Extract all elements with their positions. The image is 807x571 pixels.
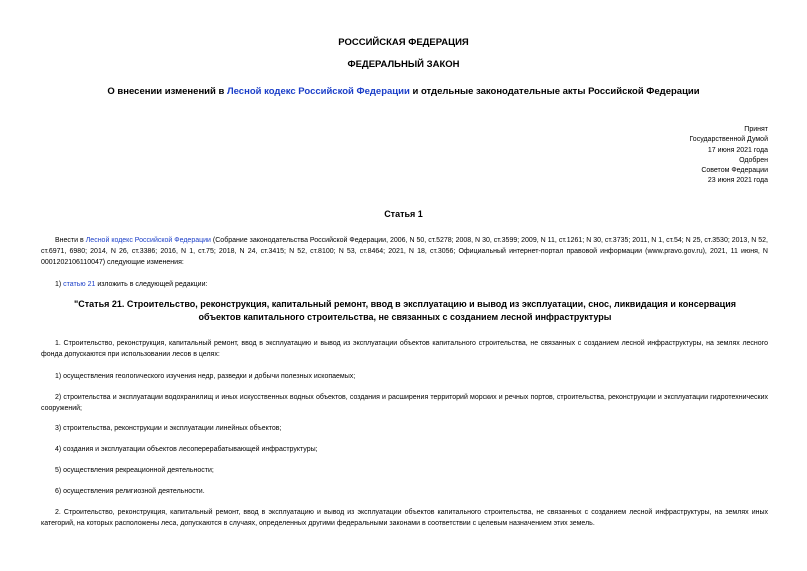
article-1-heading: Статья 1 [384,209,423,219]
intro-prefix: Внести в [55,237,86,244]
article-21-paragraph-1: 1. Строительство, реконструкция, капитальный ремонт, ввод в эксплуатацию и вывод из эксплуатации объектов капитального строительства, не связанных с созданием лесной инфраструктуры, на землях лесного фонда допускаются при использовании лесов в целях: [41,340,768,358]
article-1-item-1 [55,279,755,290]
adoption-line: 23 июня 2021 года [707,177,768,185]
law-title [0,86,807,97]
article-1-intro [41,235,768,268]
adoption-line: Государственной Думой [689,136,768,144]
law-title-suffix: и отдельные законодательные акты Российской Федерации [409,86,700,97]
adoption-line: Принят [744,126,768,133]
adoption-line: Одобрен [739,156,768,164]
article-21-heading: "Статья 21. Строительство, реконструкция, капитальный ремонт, ввод в эксплуатацию и вывод из эксплуатации, снос, ликвидация и консервация объектов капитального строительства, не связанных с созданием лесной инфраструктуры [73,299,736,322]
adoption-line: 17 июня 2021 года [707,146,768,154]
article-21-item-4: 4) создания и эксплуатации объектов лесоперерабатывающей инфраструктуры; [55,446,318,453]
article-21-paragraph-2: 2. Строительство, реконструкция, капитальный ремонт, ввод в эксплуатацию и вывод из эксплуатации объектов капитального строительства, не связанных с созданием лесной инфраструктуры, на землях иных категорий, на которых расположены леса, допускаются в случаях, определенных другими федеральными законами в соответствии с целевым назначением этих земель. [41,509,768,527]
article-21-item-6: 6) осуществления религиозной деятельности. [55,488,205,495]
adoption-block [568,125,768,187]
law-title-link[interactable]: Лесной кодекс Российской Федерации [226,86,410,97]
article-21-item-5: 5) осуществления рекреационной деятельности; [55,467,214,474]
item-1-suffix: изложить в следующей редакции: [95,281,208,288]
article-21-item-2: 2) строительства и эксплуатации водохранилищ и иных искусственных водных объектов, создания и расширения территорий морских и речных портов, строительства, реконструкции и эксплуатации гидротехнических сооружений; [41,394,768,412]
article-21-item-1: 1) осуществления геологического изучения недр, разведки и добычи полезных ископаемых; [55,373,356,380]
article-21-item-3: 3) строительства, реконструкции и эксплуатации линейных объектов; [55,425,282,432]
adoption-line: Советом Федерации [701,167,768,175]
item-1-prefix: 1) [55,281,64,288]
intro-text: (Собрание законодательства Российской Федерации, 2006, N 50, ст.5278; 2008, N 30, ст.3599; 2009, N 11, ст.1261; N 30, ст.3735; 2011, N 1, ст.54; N 25, ст.3530; 2013, N 52, ст.6971, 6980; 2014, N 26, ст.3386; 2016, N 1, ст.75; 2018, N 24, ст.3415; N 52, ст.8100; N 53, ст.8464; 2021, N 18, ст.3056; Официальный интернет-портал правовой информации (www.pravo.gov.ru), 2021, 11 июня, N 0001202106110047) следующие изменения: [41,237,768,266]
law-title-prefix: О внесении изменений в [107,86,227,97]
doc-type-heading: ФЕДЕРАЛЬНЫЙ ЗАКОН [347,59,460,70]
article-21-link[interactable]: статью 21 [63,281,96,288]
forest-code-link[interactable]: Лесной кодекс Российской Федерации [85,237,211,244]
country-heading: РОССИЙСКАЯ ФЕДЕРАЦИЯ [338,37,469,48]
